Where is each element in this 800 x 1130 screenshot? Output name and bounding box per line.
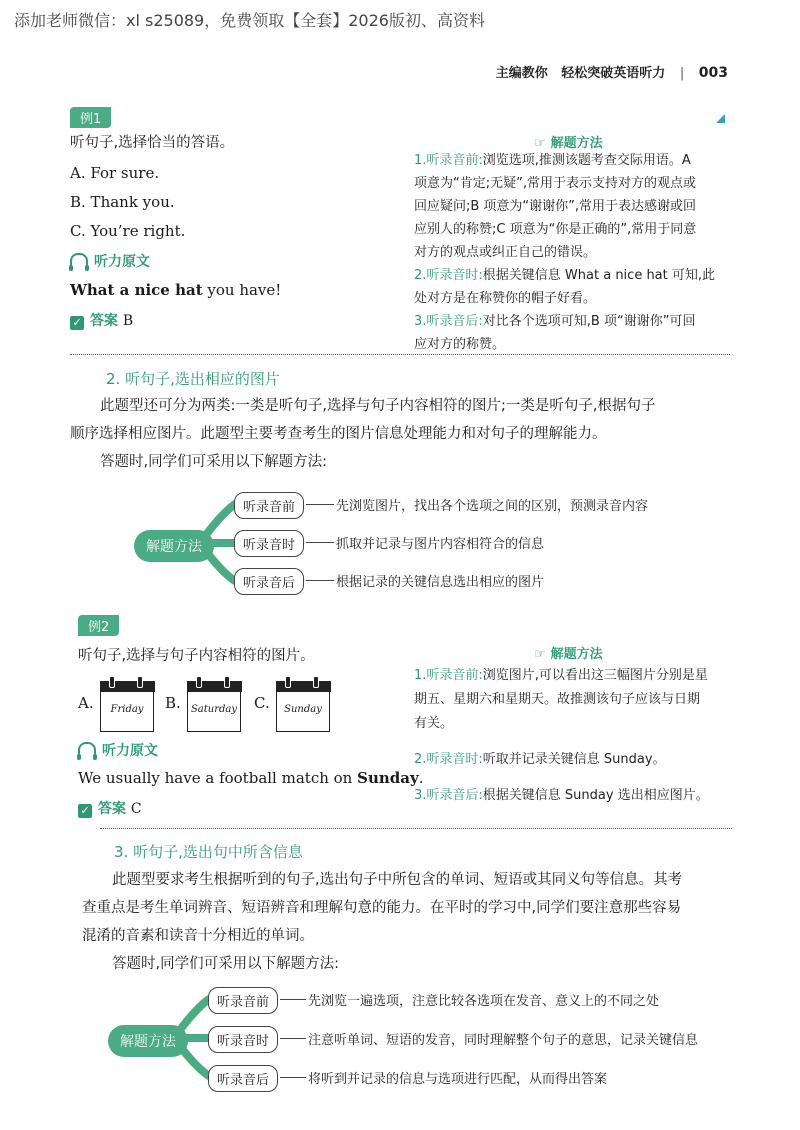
method-line: 有关。 bbox=[414, 716, 454, 731]
method-step-3: 3.听录音后: bbox=[414, 314, 483, 329]
calendar-friday-image bbox=[100, 690, 154, 732]
example-1-method bbox=[414, 149, 715, 356]
connector-line bbox=[306, 504, 334, 505]
calendar-day-label: Friday bbox=[110, 704, 144, 715]
example-1-tag: 例1 bbox=[70, 107, 111, 128]
example-1-transcript bbox=[70, 281, 281, 299]
calendar-sunday-image bbox=[276, 690, 330, 732]
example-1-transcript-heading bbox=[70, 251, 150, 271]
example-2-transcript bbox=[78, 769, 423, 787]
method-line: 项意为“肯定;无疑”,常用于表示支持对方的观点或 bbox=[414, 176, 696, 191]
option-letter-a: A. bbox=[78, 694, 94, 712]
paragraph-line: 顺序选择相应图片。此题型主要考查考生的图片信息处理能力和对句子的理解能力。 bbox=[70, 426, 607, 442]
example-1-option-c: C. You’re right. bbox=[70, 222, 186, 240]
method-line: 浏览选项,推测该题考查交际用语。A bbox=[482, 153, 691, 168]
section-2-title: 2. 听句子,选出相应的图片 bbox=[106, 370, 280, 388]
method-line: 处对方是在称赞你的帽子好看。 bbox=[414, 291, 597, 306]
mindmap-1-desc-after: 根据记录的关键信息选出相应的图片 bbox=[336, 575, 545, 590]
mindmap-1-branch-during: 听录音时 bbox=[234, 530, 304, 557]
transcript-bold-part: What a nice hat bbox=[70, 281, 203, 299]
transcript-heading-label: 听力原文 bbox=[94, 254, 150, 270]
running-header bbox=[496, 62, 728, 81]
pointing-hand-icon: ☞ bbox=[534, 647, 546, 662]
mindmap-2-desc-after: 将听到并记录的信息与选项进行匹配，从而得出答案 bbox=[308, 1072, 608, 1087]
method-line: 浏览图片,可以看出这三幅图片分别是星 bbox=[482, 668, 708, 683]
transcript-part: We usually have a football match on bbox=[78, 769, 358, 787]
method-line: 对方的观点或纠正自己的错误。 bbox=[414, 245, 597, 260]
method-line: 期五、星期六和星期天。故推测该句子应该与日期 bbox=[414, 692, 701, 707]
method-step-2: 2.听录音时: bbox=[414, 268, 483, 283]
method-step-1: 1.听录音前: bbox=[414, 668, 483, 683]
answer-value: B bbox=[122, 313, 134, 329]
method-step-2: 2.听录音时: bbox=[414, 752, 483, 767]
transcript-rest: . bbox=[418, 769, 424, 787]
transcript-bold-part: Sunday bbox=[357, 769, 419, 787]
method-line: 听取并记录关键信息 Sunday。 bbox=[482, 752, 666, 767]
watermark-text: 添加老师微信：xl s25089，免费领取【全套】2026版初、高资料 bbox=[14, 11, 485, 30]
section-2-paragraph bbox=[70, 392, 656, 476]
connector-line bbox=[280, 1038, 306, 1039]
method-title-label: 解题方法 bbox=[550, 136, 603, 151]
method-step-3: 3.听录音后: bbox=[414, 788, 483, 803]
example-2-answer bbox=[78, 798, 142, 818]
connector-line bbox=[280, 1077, 306, 1078]
example-1-prompt: 听句子,选择恰当的答语。 bbox=[70, 135, 235, 151]
option-letter-c: C. bbox=[254, 694, 270, 712]
calendar-day-label: Saturday bbox=[190, 704, 238, 715]
paragraph-line: 答题时,同学们可采用以下解题方法: bbox=[100, 454, 327, 470]
method-line: 回应疑问;B 项意为“谢谢你”,常用于表达感谢或回 bbox=[414, 199, 697, 214]
divider bbox=[100, 828, 732, 829]
method-title-label: 解题方法 bbox=[550, 647, 603, 662]
paragraph-line: 答题时,同学们可采用以下解题方法: bbox=[112, 956, 339, 972]
pointing-hand-icon: ☞ bbox=[534, 136, 546, 151]
connector-line bbox=[280, 999, 306, 1000]
transcript-rest: you have! bbox=[202, 281, 282, 299]
example-1-option-a: A. For sure. bbox=[70, 164, 160, 182]
calendar-saturday-image bbox=[187, 690, 241, 732]
header-separator: | bbox=[679, 66, 685, 81]
mindmap-2-center: 解题方法 bbox=[108, 1025, 188, 1057]
method-line: 应别人的称赞;C 项意为“你是正确的”,常用于同意 bbox=[414, 222, 697, 237]
section-3-title: 3. 听句子,选出句中所含信息 bbox=[114, 843, 303, 861]
header-book: 主编教你 bbox=[495, 66, 548, 81]
headphones-icon bbox=[70, 253, 88, 267]
mindmap-1-branch-before: 听录音前 bbox=[234, 492, 304, 519]
option-letter-b: B. bbox=[165, 694, 181, 712]
header-title: 轻松突破英语听力 bbox=[561, 66, 666, 81]
example-1-option-b: B. Thank you. bbox=[70, 193, 175, 211]
example-1-answer bbox=[70, 310, 133, 330]
transcript-heading-label: 听力原文 bbox=[102, 743, 158, 759]
method-line: 应对方的称赞。 bbox=[414, 337, 506, 352]
mindmap-1-branch-after: 听录音后 bbox=[234, 568, 304, 595]
check-icon: ✓ bbox=[70, 316, 84, 330]
page-number: 003 bbox=[698, 65, 728, 81]
mindmap-1-desc-before: 先浏览图片，找出各个选项之间的区别，预测录音内容 bbox=[336, 499, 649, 514]
method-line: 根据关键信息 Sunday 选出相应图片。 bbox=[482, 788, 709, 803]
section-3-paragraph bbox=[82, 866, 682, 978]
method-line: 对比各个选项可知,B 项“谢谢你”可回 bbox=[482, 314, 696, 329]
example-2-prompt: 听句子,选择与句子内容相符的图片。 bbox=[78, 648, 315, 664]
answer-label: 答案 bbox=[98, 801, 126, 817]
answer-label: 答案 bbox=[90, 313, 118, 329]
example-2-tag: 例2 bbox=[78, 615, 119, 636]
check-icon: ✓ bbox=[78, 804, 92, 818]
answer-value: C bbox=[130, 801, 142, 817]
paragraph-line: 此题型要求考生根据听到的句子,选出句子中所包含的单词、短语或其同义句等信息。其考 bbox=[112, 872, 683, 888]
example-2-method bbox=[414, 664, 709, 808]
divider bbox=[70, 354, 730, 355]
paragraph-line: 查重点是考生单词辨音、短语辨音和理解句意的能力。在平时的学习中,同学们要注意那些容易 bbox=[82, 900, 682, 916]
example-2-transcript-heading bbox=[78, 740, 158, 760]
mindmap-2-desc-before: 先浏览一遍选项，注意比较各选项在发音、意义上的不同之处 bbox=[308, 994, 660, 1009]
headphones-icon bbox=[78, 742, 96, 756]
example-2-method-title bbox=[534, 643, 603, 662]
mindmap-2-desc-during: 注意听单词、短语的发音，同时理解整个句子的意思，记录关键信息 bbox=[308, 1033, 699, 1048]
mindmap-2-branch-before: 听录音前 bbox=[208, 987, 278, 1014]
connector-line bbox=[306, 542, 334, 543]
method-line: 根据关键信息 What a nice hat 可知,此 bbox=[482, 268, 716, 283]
mindmap-2-branch-after: 听录音后 bbox=[208, 1065, 278, 1092]
corner-mark bbox=[716, 114, 725, 123]
mindmap-1-desc-during: 抓取并记录与图片内容相符合的信息 bbox=[336, 537, 545, 552]
mindmap-1-center: 解题方法 bbox=[134, 530, 214, 562]
method-step-1: 1.听录音前: bbox=[414, 153, 483, 168]
mindmap-2-branch-during: 听录音时 bbox=[208, 1026, 278, 1053]
calendar-day-label: Sunday bbox=[284, 704, 322, 715]
paragraph-line: 混淆的音素和读音十分相近的单词。 bbox=[82, 928, 314, 944]
connector-line bbox=[306, 580, 334, 581]
paragraph-line: 此题型还可分为两类:一类是听句子,选择与句子内容相符的图片;一类是听句子,根据句子 bbox=[100, 398, 656, 414]
